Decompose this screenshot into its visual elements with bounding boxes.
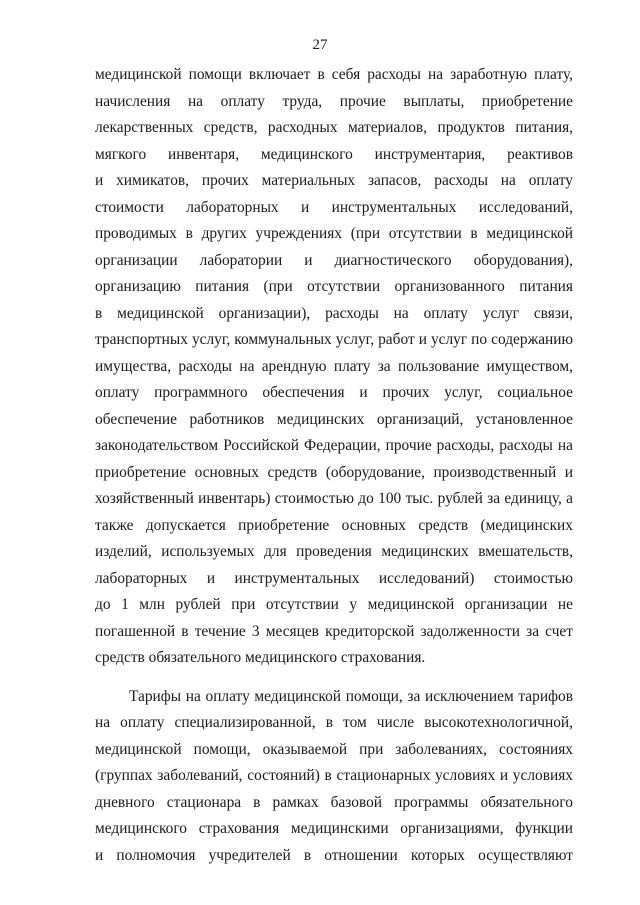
text-line: на оплату специализированной, в том числе высокотехнологичной, [95,714,573,731]
text-line: транспортных услуг, коммунальных услуг, работ и услуг по содержанию [95,331,573,348]
text-line: изделий, используемых для проведения медицинских вмешательств, [95,543,573,560]
text-line: оплату программного обеспечения и прочих услуг, социальное [95,384,573,401]
text-line: до 1 млн рублей при отсутствии у медицинской организации не [95,596,573,613]
text-line: также допускается приобретение основных средств (медицинских [95,516,573,534]
text-line: медицинской помощи включает в себя расходы на заработную плату, [95,66,573,83]
text-line: стоимости лабораторных и инструментальных исследований, [95,198,573,216]
text-line: Тарифы на оплату медицинской помощи, за исключением тарифов [129,687,573,705]
text-line: медицинского страхования медицинскими организациями, функции [95,820,573,837]
text-line: законодательством Российской Федерации, прочие расходы, расходы на [95,437,573,454]
text-line: средств обязательного медицинского страхования. [95,649,426,666]
text-line: дневного стационара в рамках базовой программы обязательного [95,793,573,811]
paragraph-1 [95,62,573,672]
text-line: имущества, расходы на арендную плату за пользование имуществом, [95,357,573,375]
text-line: лекарственных средств, расходных материалов, продуктов питания, [95,119,573,136]
text-line: в медицинской организации), расходы на оплату услуг связи, [95,304,573,322]
document-body [95,62,573,869]
text-line: хозяйственный инвентарь) стоимостью до 100 тыс. рублей за единицу, а [95,490,573,507]
text-line: организацию питания (при отсутствии организованного питания [95,278,573,295]
text-line: проводимых в других учреждениях (при отсутствии в медицинской [95,225,573,242]
text-line: приобретение основных средств (оборудование, производственный и [95,463,573,481]
text-line: организации лаборатории и диагностического оборудования), [95,251,573,269]
text-line: погашенной в течение 3 месяцев кредиторской задолженности за счет [95,622,573,640]
text-line: обеспечение работников медицинских организаций, установленное [95,410,573,428]
text-line: лабораторных и инструментальных исследований) стоимостью [95,569,573,587]
page-number: 27 [312,37,328,53]
text-line: медицинской помощи, оказываемой при заболеваниях, состояниях [95,740,573,758]
paragraph-2 [95,684,573,870]
text-line: начисления на оплату труда, прочие выплаты, приобретение [95,92,573,110]
text-line: (группах заболеваний, состояний) в стационарных условиях и условиях [95,767,573,784]
text-line: и химикатов, прочих материальных запасов, расходы на оплату [95,172,573,189]
text-line: и полномочия учредителей в отношении которых осуществляют [95,846,573,864]
text-line: мягкого инвентаря, медицинского инструментария, реактивов [95,145,573,163]
paragraph-gap [95,672,573,684]
